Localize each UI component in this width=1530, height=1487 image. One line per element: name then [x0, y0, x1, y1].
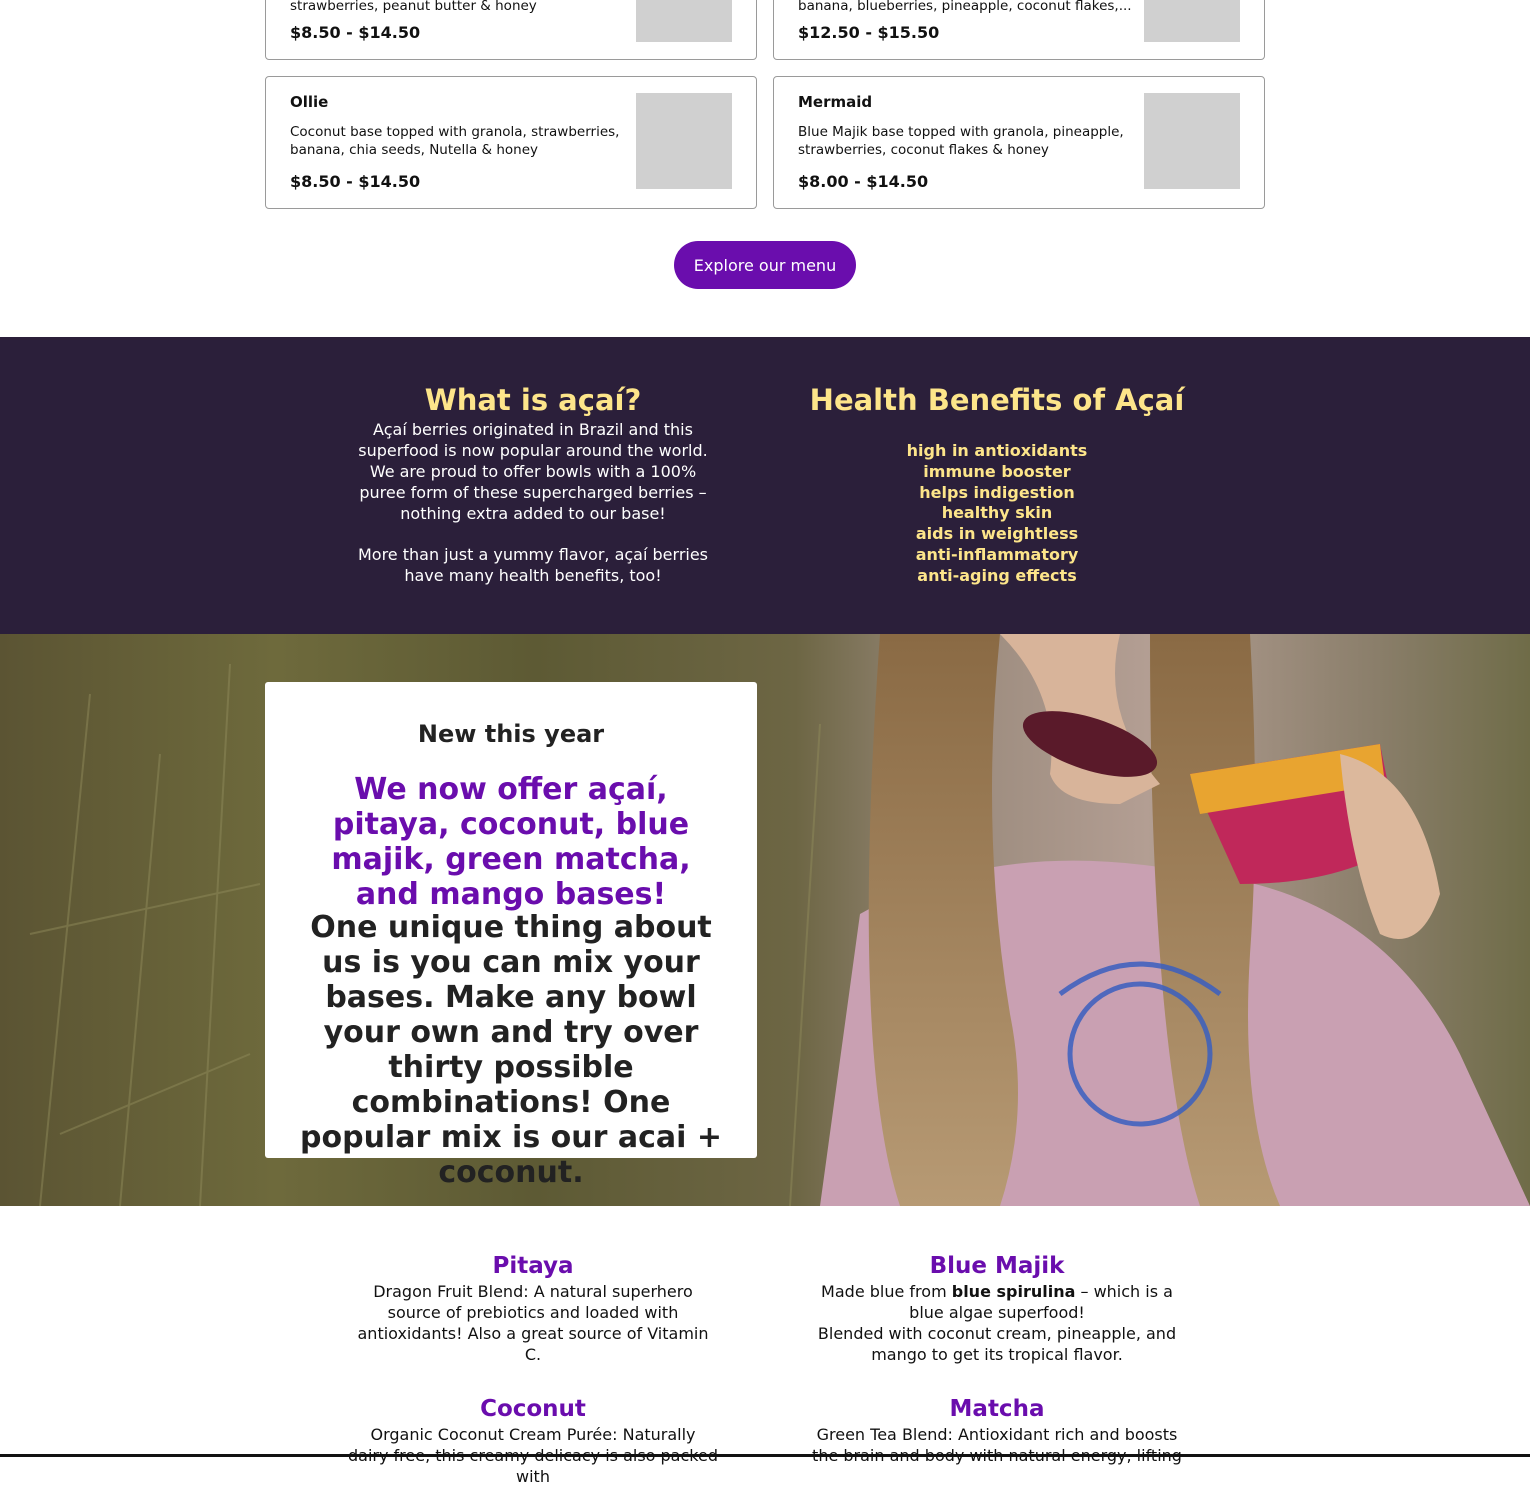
- base-desc-coconut: Organic Coconut Cream Purée: Naturally with: [370, 1425, 696, 1486]
- menu-card-price: $8.50 - $14.50: [290, 172, 421, 191]
- what-is-acai-title: What is açaí?: [424, 383, 642, 417]
- menu-card-name: Mermaid: [798, 93, 873, 111]
- menu-card-price: $8.50 - $14.50: [290, 23, 421, 42]
- menu-card-image: [1144, 0, 1240, 42]
- acai-info-section: [0, 337, 1530, 634]
- girl-eating-bowl-photo: [0, 634, 1530, 1206]
- menu-card-ollie[interactable]: [265, 76, 757, 209]
- promo-kicker: New this year: [417, 720, 605, 748]
- benefit-item: healthy skin: [941, 503, 1053, 523]
- health-benefits-list: [822, 441, 1172, 587]
- base-title-blue-majik: Blue Majik: [929, 1253, 1065, 1279]
- promo-body: One unique thing about us is you can mix your bases. Make any bowl your own and try over thirty possible combinations! One popular mix is our acai + coconut.: [300, 910, 722, 1190]
- benefit-item: helps indigestion: [919, 482, 1075, 502]
- base-desc-matcha: Green Tea Blend: Antioxidant rich and boosts: [816, 1425, 1178, 1444]
- base-desc-text: – which is a blue algae superfood!: [909, 1282, 1173, 1322]
- menu-card-mermaid[interactable]: [773, 76, 1265, 209]
- new-this-year-card: [265, 682, 757, 1190]
- menu-card-description: Coconut base topped with granola, strawberries, banana, chia seeds, Nutella & honey: [290, 124, 620, 158]
- benefit-item: anti-aging effects: [917, 565, 1077, 585]
- benefit-item: immune booster: [923, 461, 1071, 481]
- base-title-matcha: Matcha: [949, 1396, 1045, 1422]
- base-title-coconut: Coconut: [480, 1396, 586, 1422]
- benefit-item: high in antioxidants: [906, 441, 1088, 460]
- base-desc-pitaya: Dragon Fruit Blend: A natural superhero source of prebiotics and loaded with antioxidants! Also a great source of Vitamin C.: [357, 1282, 709, 1364]
- base-desc-bold: blue spirulina: [951, 1282, 1076, 1301]
- base-desc-blue-majik: [807, 1281, 1187, 1365]
- menu-card-price: $12.50 - $15.50: [798, 23, 940, 42]
- promo-headline: We now offer açaí, pitaya, coconut, blue majik, green matcha, and mango bases!: [331, 772, 691, 912]
- menu-card-image: [636, 0, 732, 42]
- benefit-item: aids in weightless: [915, 524, 1079, 544]
- what-is-acai-text-2: More than just a yummy flavor, açaí berries have many health benefits, too!: [357, 545, 709, 585]
- menu-card-description: strawberries, peanut butter & honey: [290, 0, 537, 14]
- menu-card-description: banana, blueberries, pineapple, coconut flakes,...: [798, 0, 1132, 14]
- menu-card-description: Blue Majik base topped with granola, pineapple, strawberries, coconut flakes & honey: [798, 124, 1124, 158]
- menu-card-image: [1144, 93, 1240, 189]
- what-is-acai-text: Açaí berries originated in Brazil and this superfood is now popular around the world. We are proud to offer bowls with a 100% puree form of these supercharged berries – nothing extra added to our base!: [358, 420, 708, 523]
- base-desc-text: Made blue from: [821, 1282, 952, 1301]
- menu-card[interactable]: [265, 0, 757, 60]
- menu-card-image: [636, 93, 732, 189]
- base-desc-text-2: Blended with coconut cream, pineapple, and mango to get its tropical flavor.: [817, 1324, 1177, 1364]
- photo-section: [0, 634, 1530, 1206]
- menu-card-price: $8.00 - $14.50: [798, 172, 929, 191]
- base-title-pitaya: Pitaya: [492, 1253, 574, 1279]
- menu-card[interactable]: [773, 0, 1265, 60]
- benefit-item: anti-inflammatory: [915, 544, 1079, 564]
- health-benefits-title: Health Benefits of Açaí: [809, 383, 1185, 417]
- explore-menu-button[interactable]: Explore our menu: [674, 241, 856, 289]
- menu-card-name: Ollie: [290, 93, 329, 111]
